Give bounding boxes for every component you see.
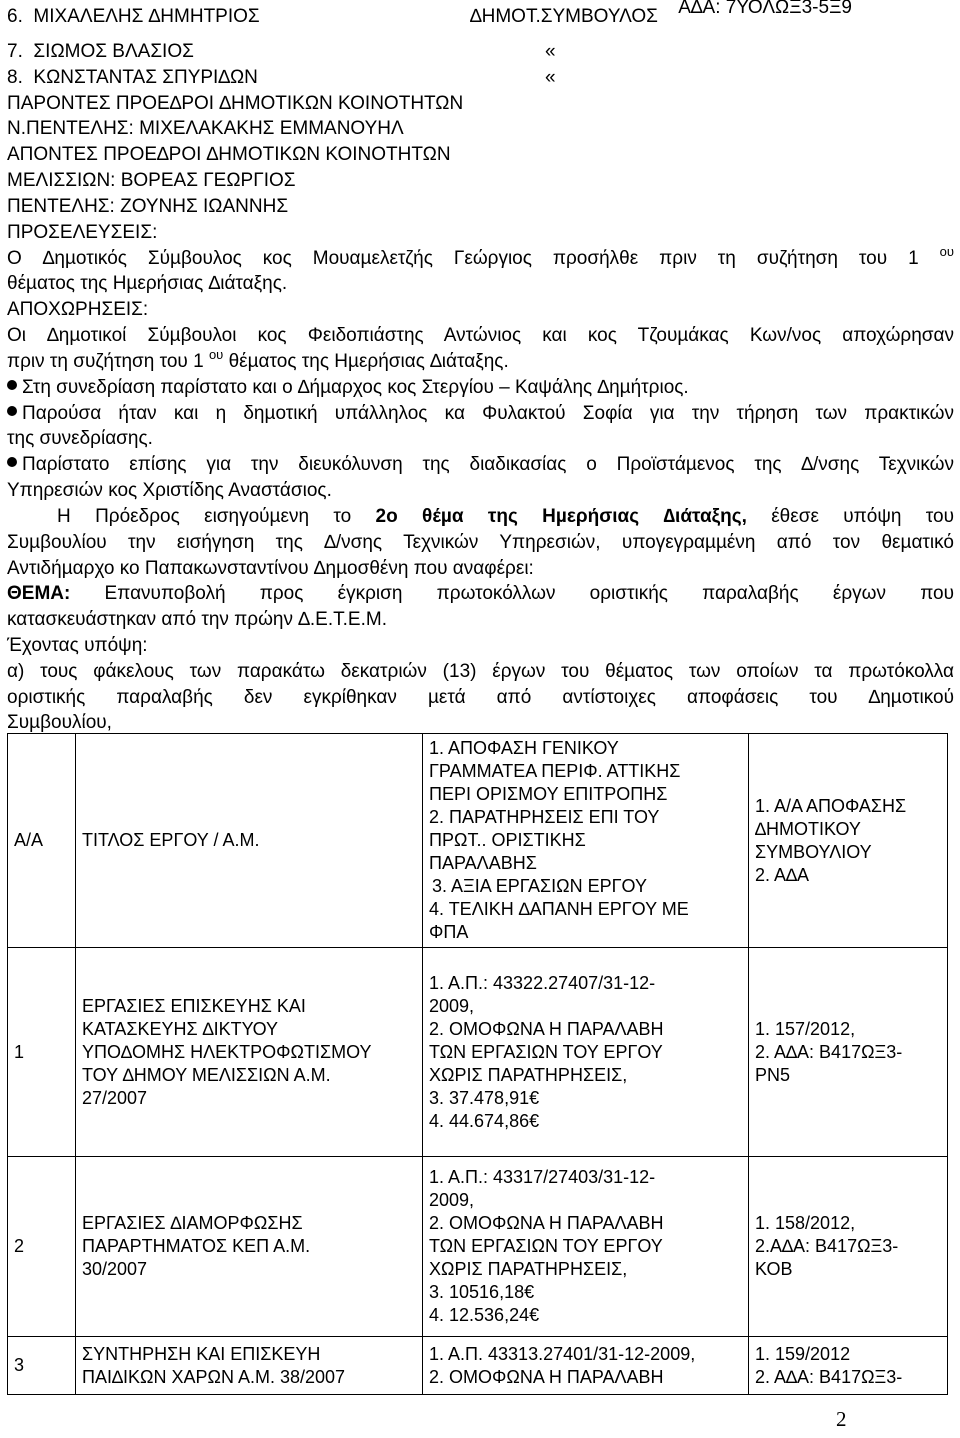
bullet-clerk-cont: της συνεδρίασης. xyxy=(7,428,153,449)
arrivals-text: Ο ∆ηµοτικός Σύµβουλος κος Μουαµελετζής Γεώργιος προσήλθε πριν τη συζήτηση του 1 $^{o\upsilon}$ xyxy=(7,243,954,269)
row-decision: 1. 158/2012, 2.Α∆Α: Β417ΩΞ3- ΚΟΒ xyxy=(749,1157,948,1337)
considering-heading: Έχοντας υπόψη: xyxy=(7,635,148,656)
member-row: 8. ΚΩΝΣΤΑΝΤΑΣ ΣΠΥΡΙ∆ΩΝ xyxy=(7,67,258,88)
row-decision: 1. 159/2012 2. Α∆Α: Β417ΩΞ3- xyxy=(749,1337,948,1395)
table-row xyxy=(8,948,948,1157)
alpha-clause-cont: οριστικής παραλαβής δεν εγκρίθηκαν µετά από αντίστοιχες αποφάσεις του ∆ηµοτικού xyxy=(7,687,954,708)
projects-table xyxy=(7,733,948,1395)
intro-paragraph-cont: Συµβουλίου την εισήγηση της ∆/νσης Τεχνικών Υπηρεσιών, υπογεγραµµένη από τον θεµατικό xyxy=(7,532,954,553)
row-docs: 1. Α.Π.: 43317/27403/31-12- 2009, 2. ΟΜΟΦΩΝΑ Η ΠΑΡΑΛΑΒΗ ΤΩΝ ΕΡΓΑΣΙΩΝ ΤΟΥ ΕΡΓΟΥ ΧΩΡΙΣ ΠΑΡΑΤΗΡΗΣΕΙΣ, 3. 10516,18€ 4. 12.536,24€ xyxy=(423,1157,749,1337)
bullet-clerk: Παρούσα ήταν και η δηµοτική υπάλληλος κα Φυλακτού Σοφία για την τήρηση των πρακτικών xyxy=(7,403,954,425)
row-decision: 1. 157/2012, 2. Α∆Α: Β417ΩΞ3- ΡΝ5 xyxy=(749,948,948,1157)
header-decision: 1. Α/Α ΑΠΟΦΑΣΗΣ ∆ΗΜΟΤΙΚΟΥ ΣΥΜΒΟΥΛΙΟΥ 2. Α∆Α xyxy=(749,734,948,948)
table-row xyxy=(8,1157,948,1337)
page-number: 2 xyxy=(836,1407,847,1431)
present-line: Ν.ΠΕΝΤΕΛΗΣ: ΜΙΧΕΛΑΚΑΚΗΣ ΕΜΜΑΝΟΥΗΛ xyxy=(7,118,404,139)
intro-paragraph: Η Πρόεδρος εισηγούµενη το 2ο θέµα της Ηµερήσιας ∆ιάταξης, έθεσε υπόψη του xyxy=(57,506,954,527)
member-row: 7. ΣΙΩΜΟΣ ΒΛΑΣΙΟΣ xyxy=(7,41,194,62)
row-docs: 1. Α.Π. 43313.27401/31-12-2009, 2. ΟΜΟΦΩΝΑ Η ΠΑΡΑΛΑΒΗ xyxy=(423,1337,749,1395)
ada-header: Α∆Α: 7ΥΟΛΩΞ3-5Ξ9 xyxy=(678,0,852,18)
arrivals-heading: ΠΡΟΣΕΛΕΥΣΕΙΣ: xyxy=(7,222,158,243)
present-heading: ΠΑΡΟΝΤΕΣ ΠΡΟΕ∆ΡΟΙ ∆ΗΜΟΤΙΚΩΝ ΚΟΙΝΟΤΗΤΩΝ xyxy=(7,93,464,114)
intro-paragraph-cont: Αντιδήµαρχο κο Παπακωνσταντίνου ∆ηµοσθένη που αναφέρει: xyxy=(7,558,534,579)
absent-line: ΜΕΛΙΣΣΙΩΝ: ΒΟΡΕΑΣ ΓΕΩΡΓΙΟΣ xyxy=(7,170,296,191)
table-row xyxy=(8,1337,948,1395)
subject-line-cont: κατασκευάστηκαν από την πρώην ∆.Ε.Τ.Ε.Μ. xyxy=(7,609,387,630)
bullet-director-cont: Υπηρεσιών κος Χριστίδης Αναστάσιος. xyxy=(7,480,332,501)
member-role: « xyxy=(545,67,556,88)
member-name: ΣΙΩΜΟΣ ΒΛΑΣΙΟΣ xyxy=(33,41,194,62)
table-header-row xyxy=(8,734,948,948)
departures-heading: ΑΠΟΧΩΡΗΣΕΙΣ: xyxy=(7,299,149,320)
subject-label: ΘΕΜΑ: xyxy=(7,583,71,604)
member-row: 6. ΜΙΧΑΛΕΛΗΣ ∆ΗΜΗΤΡΙΟΣ xyxy=(7,6,260,27)
row-title: ΕΡΓΑΣΙΕΣ ΕΠΙΣΚΕΥΗΣ ΚΑΙ ΚΑΤΑΣΚΕΥΗΣ ∆ΙΚΤΥΟΥ ΥΠΟ∆ΟΜΗΣ ΗΛΕΚΤΡΟΦΩΤΙΣΜΟΥ ΤΟΥ ∆ΗΜΟΥ ΜΕΛΙΣΣΙΩΝ Α.Μ. 27/2007 xyxy=(76,948,423,1157)
absent-heading: ΑΠΟΝΤΕΣ ΠΡΟΕ∆ΡΟΙ ∆ΗΜΟΤΙΚΩΝ ΚΟΙΝΟΤΗΤΩΝ xyxy=(7,144,451,165)
header-title: ΤΙΤΛΟΣ ΕΡΓΟΥ / Α.Μ. xyxy=(76,734,423,948)
bullet-icon xyxy=(7,406,17,416)
row-docs: 1. Α.Π.: 43322.27407/31-12- 2009, 2. ΟΜΟΦΩΝΑ Η ΠΑΡΑΛΑΒΗ ΤΩΝ ΕΡΓΑΣΙΩΝ ΤΟΥ ΕΡΓΟΥ ΧΩΡΙΣ ΠΑΡΑΤΗΡΗΣΕΙΣ, 3. 37.478,91€ 4. 44.674,86€ xyxy=(423,948,749,1157)
row-title: ΕΡΓΑΣΙΕΣ ∆ΙΑΜΟΡΦΩΣΗΣ ΠΑΡΑΡΤΗΜΑΤΟΣ ΚΕΠ Α.Μ. 30/2007 xyxy=(76,1157,423,1337)
absent-line: ΠΕΝΤΕΛΗΣ: ΖΟΥΝΗΣ ΙΩΑΝΝΗΣ xyxy=(7,196,289,217)
row-title: ΣΥΝΤΗΡΗΣΗ ΚΑΙ ΕΠΙΣΚΕΥΗ ΠΑΙ∆ΙΚΩΝ ΧΑΡΩΝ Α.Μ. 38/2007 xyxy=(76,1337,423,1395)
row-aa: 3 xyxy=(8,1337,76,1395)
departures-text: Οι ∆ηµοτικοί Σύµβουλοι κος Φειδοπιάστης Αντώνιος και κος Τζουµάκας Κων/νος αποχώρησαν xyxy=(7,325,954,346)
arrivals-text-cont: θέµατος της Ηµερήσιας ∆ιάταξης. xyxy=(7,273,288,294)
member-name: ΚΩΝΣΤΑΝΤΑΣ ΣΠΥΡΙ∆ΩΝ xyxy=(33,67,258,88)
agenda-item: 2ο θέµα της Ηµερήσιας ∆ιάταξης, xyxy=(375,506,747,527)
member-role: ∆ΗΜΟΤ.ΣΥΜΒΟΥΛΟΣ xyxy=(470,6,658,27)
bullet-mayor: Στη συνεδρίαση παρίστατο και ο ∆ήµαρχος κος Στεργίου – Καψάλης ∆ηµήτριος. xyxy=(7,377,689,399)
member-name: ΜΙΧΑΛΕΛΗΣ ∆ΗΜΗΤΡΙΟΣ xyxy=(33,6,260,27)
member-role: « xyxy=(545,41,556,62)
alpha-clause-cont: Συµβουλίου, xyxy=(7,712,112,733)
subject-line: ΘΕΜΑ: Επανυποβολή προς έγκριση πρωτοκόλλων οριστικής παραλαβής έργων που xyxy=(7,583,954,604)
departures-text-cont: πριν τη συζήτηση του 1 $^{o\upsilon}$ θέµατος της Ηµερήσιας ∆ιάταξης. xyxy=(7,346,509,372)
bullet-director: Παρίστατο επίσης για την διευκόλυνση της διαδικασίας ο Προϊστάµενος της ∆/νσης Τεχνικών xyxy=(7,454,954,476)
alpha-clause: α) τους φάκελους των παρακάτω δεκατριών (13) έργων του θέµατος των οποίων τα πρωτόκολλα xyxy=(7,661,954,682)
row-aa: 1 xyxy=(8,948,76,1157)
header-docs: 1. ΑΠΟΦΑΣΗ ΓΕΝΙΚΟΥ ΓΡΑΜΜΑΤΕΑ ΠΕΡΙΦ. ΑΤΤΙΚΗΣ ΠΕΡΙ ΟΡΙΣΜΟΥ ΕΠΙΤΡΟΠΗΣ 2. ΠΑΡΑΤΗΡΗΣΕΙΣ ΕΠΙ ΤΟΥ ΠΡΩΤ.. ΟΡΙΣΤΙΚΗΣ ΠΑΡΑΛΑΒΗΣ 3. ΑΞΙΑ ΕΡΓΑΣΙΩΝ ΕΡΓΟΥ 4. ΤΕΛΙΚΗ ∆ΑΠΑΝΗ ΕΡΓΟΥ ΜΕ ΦΠΑ xyxy=(423,734,749,948)
row-aa: 2 xyxy=(8,1157,76,1337)
bullet-icon xyxy=(7,380,17,390)
bullet-icon xyxy=(7,457,17,467)
header-aa: Α/Α xyxy=(8,734,76,948)
